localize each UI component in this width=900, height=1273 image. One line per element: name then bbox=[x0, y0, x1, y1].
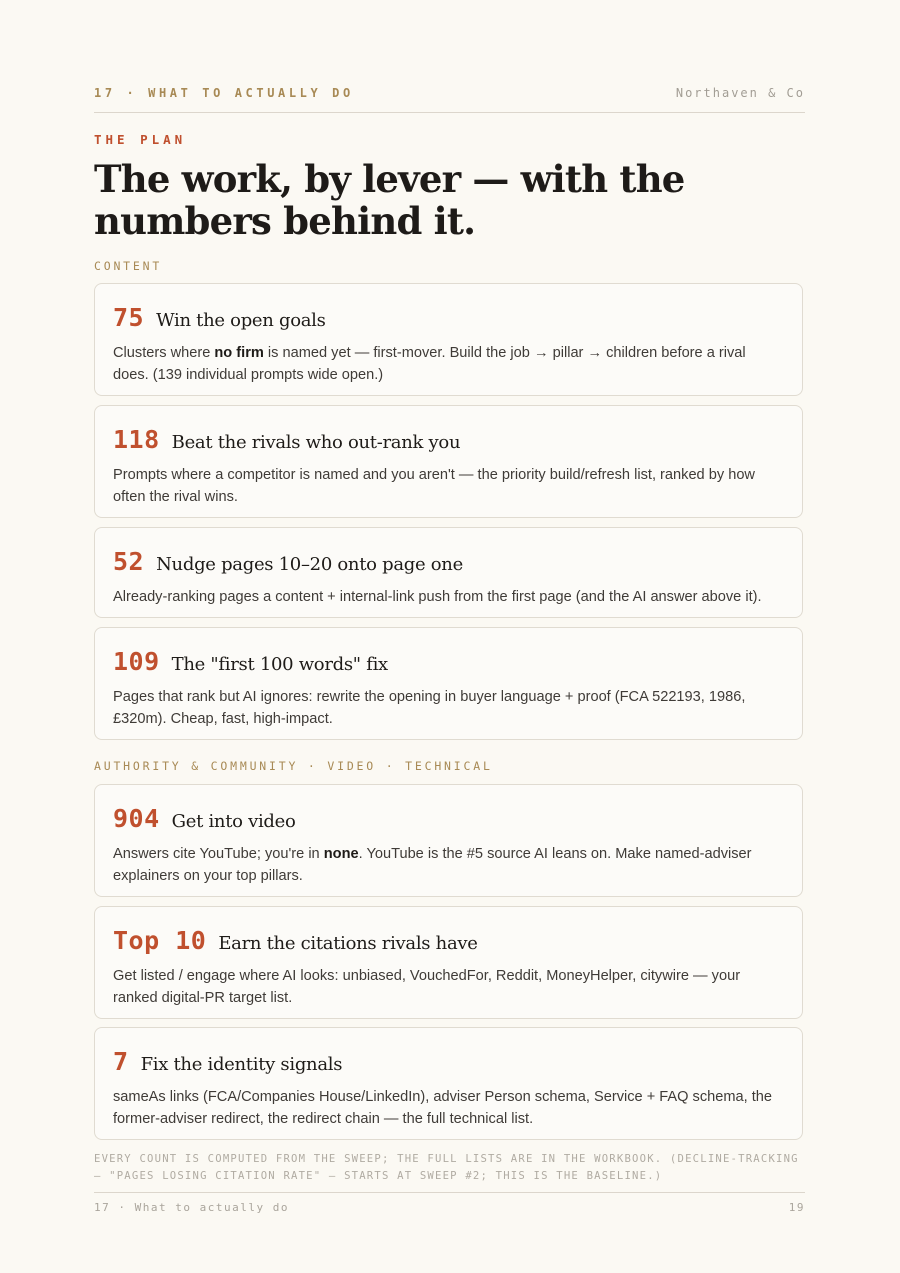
lever-card-page-one bbox=[94, 527, 803, 618]
lever-card-video bbox=[94, 784, 803, 897]
card-body: Already-ranking pages a content + internal-link push from the first page (and the AI answer above it). bbox=[113, 589, 762, 605]
lever-card-first-100-words bbox=[94, 627, 803, 740]
emphasis: none bbox=[323, 846, 359, 862]
footnote: EVERY COUNT IS COMPUTED FROM THE SWEEP; THE FULL LISTS ARE IN THE WORKBOOK. (DECLINE-TRACKING — "PAGES LOSING CITATION RATE" — STARTS AT SWEEP #2; THIS IS THE BASELINE.) bbox=[94, 1153, 799, 1182]
footer-section: 17 · What to actually do bbox=[94, 1201, 289, 1214]
card-number: 75 bbox=[113, 303, 145, 332]
card-title: Earn the citations rivals have bbox=[218, 933, 478, 954]
page-header bbox=[94, 86, 805, 113]
section-label: 17 · WHAT TO ACTUALLY DO bbox=[94, 86, 354, 100]
card-number: Top 10 bbox=[113, 926, 207, 955]
lever-card-citations bbox=[94, 906, 803, 1019]
card-title: Get into video bbox=[171, 811, 296, 832]
card-title: The "first 100 words" fix bbox=[171, 654, 388, 675]
lever-card-open-goals bbox=[94, 283, 803, 396]
group-label-content: CONTENT bbox=[94, 259, 163, 273]
group-label-authority: AUTHORITY & COMMUNITY · VIDEO · TECHNICAL bbox=[94, 759, 493, 773]
lever-card-identity bbox=[94, 1027, 803, 1140]
emphasis: no firm bbox=[214, 345, 264, 361]
card-body: Prompts where a competitor is named and you aren't — the priority build/refresh list, ranked by how often the rival wins. bbox=[113, 467, 755, 505]
card-body: sameAs links (FCA/Companies House/LinkedIn), adviser Person schema, Service + FAQ schema, the former-adviser redirect, the redirect chain — the full technical list. bbox=[113, 1089, 773, 1127]
lever-card-beat-rivals bbox=[94, 405, 803, 518]
page-footer bbox=[94, 1192, 805, 1214]
kicker: THE PLAN bbox=[94, 132, 187, 147]
card-body: Clusters where no firm is named yet — first-mover. Build the job → pillar → children before a rival does. (139 individual prompts wide open.) bbox=[113, 345, 746, 383]
card-body: Get listed / engage where AI looks: unbiased, VouchedFor, Reddit, MoneyHelper, citywire — your ranked digital-PR target list. bbox=[113, 968, 741, 1006]
card-number: 904 bbox=[113, 804, 160, 833]
card-number: 7 bbox=[113, 1047, 129, 1076]
card-number: 118 bbox=[113, 425, 160, 454]
card-number: 52 bbox=[113, 547, 145, 576]
firm-name: Northaven & Co bbox=[675, 86, 805, 100]
card-title: Beat the rivals who out-rank you bbox=[171, 432, 461, 453]
page-title: The work, by lever — with the numbers behind it. bbox=[94, 157, 685, 243]
card-body: Pages that rank but AI ignores: rewrite the opening in buyer language + proof (FCA 522193, 1986, £320m). Cheap, fast, high-impact. bbox=[113, 689, 746, 727]
page-number: 19 bbox=[788, 1201, 805, 1214]
card-title: Win the open goals bbox=[156, 310, 326, 331]
card-title: Nudge pages 10–20 onto page one bbox=[156, 554, 463, 575]
card-title: Fix the identity signals bbox=[140, 1054, 343, 1075]
card-body: Answers cite YouTube; you're in none. YouTube is the #5 source AI leans on. Make named-adviser explainers on your top pillars. bbox=[113, 846, 752, 884]
card-number: 109 bbox=[113, 647, 160, 676]
